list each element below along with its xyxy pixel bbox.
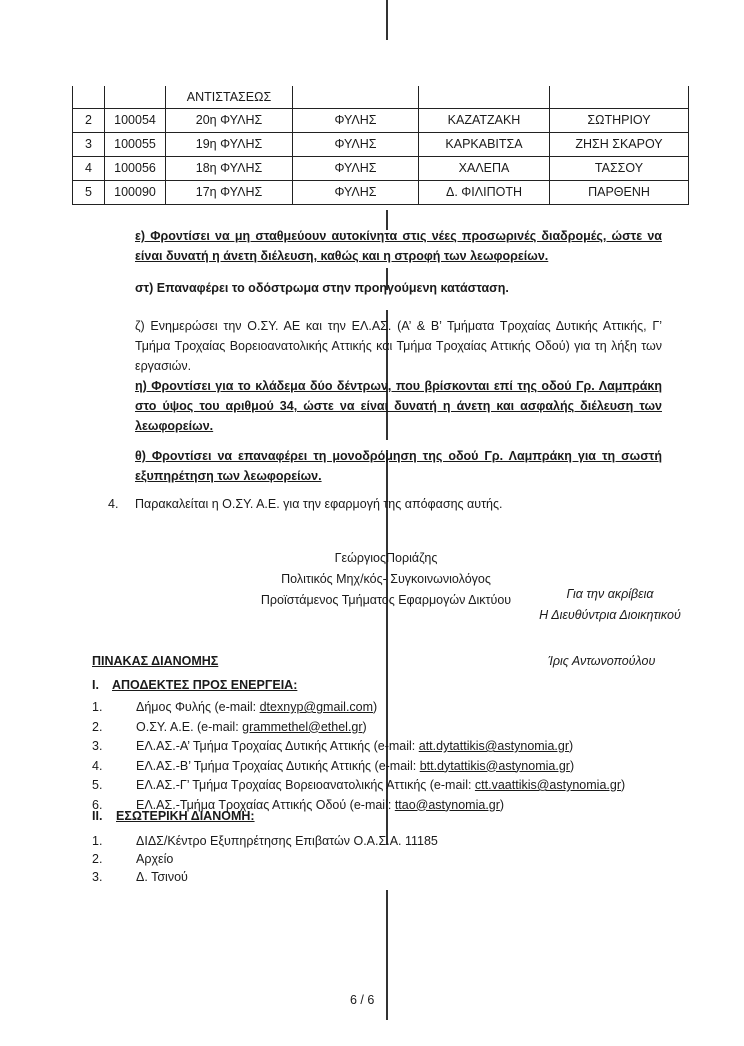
page-number: 6 / 6 <box>350 993 375 1007</box>
point-4-text: Παρακαλείται η Ο.ΣΥ. Α.Ε. για την εφαρμογή της απόφασης αυτής. <box>135 497 503 511</box>
certify-name: Ίρις Αντωνοπούλου <box>548 654 656 668</box>
recipient-label: ΕΛ.ΑΣ.-Β’ Τμήμα Τροχαίας Δυτικής Αττικής (e-mail: <box>136 758 420 773</box>
table-cell: ΤΑΣΣΟΥ <box>550 157 689 181</box>
list-item <box>136 759 574 773</box>
table-cell: 100056 <box>105 157 166 181</box>
item-z: ζ) Ενημερώσει την Ο.ΣΥ. ΑΕ και την ΕΛ.ΑΣ. (Α’ & Β’ Τμήματα Τροχαίας Δυτικής Αττικής, Γ’ Τμήμα Τροχαίας Βορειοανατολικής Αττικής και Τμήμα Τροχαίας Αττικής Οδού) για τη λήξη των εργασιών. <box>135 319 662 373</box>
certify-line2: Η Διευθύντρια Διοικητικού <box>539 608 681 622</box>
table-row <box>73 181 689 205</box>
recipient-label: ΕΛ.ΑΣ.-Γ’ Τμήμα Τροχαίας Βορειοανατολικής Αττικής (e-mail: <box>136 778 475 792</box>
table-cell: 17η ΦΥΛΗΣ <box>166 181 293 205</box>
certify-block <box>520 584 700 626</box>
list-item <box>136 720 367 734</box>
list-item: Αρχείο <box>136 852 174 866</box>
table-cell: ΠΑΡΘΕΝΗ <box>550 181 689 205</box>
table-cell: 100054 <box>105 109 166 133</box>
section-1-number: I. <box>92 678 99 692</box>
table-cell: ΚΑΖΑΤΖΑΚΗ <box>419 109 550 133</box>
email-link[interactable]: btt.dytattikis@astynomia.gr <box>419 758 570 773</box>
list-item-number: 3. <box>92 739 103 753</box>
scan-line <box>386 890 388 1020</box>
list-item <box>136 778 625 792</box>
recipient-label: Ο.ΣΥ. Α.Ε. (e-mail: <box>136 719 243 734</box>
table-cell: ΖΗΣΗ ΣΚΑΡΟΥ <box>550 133 689 157</box>
table-cell: Δ. ΦΙΛΙΠΟΤΗ <box>419 181 550 205</box>
table-row <box>73 133 689 157</box>
scan-line <box>386 0 388 40</box>
list-item: Δ. Τσινού <box>136 870 188 884</box>
table-cell: ΦΥΛΗΣ <box>293 133 419 157</box>
list-item: ΔΙΔΣ/Κέντρο Εξυπηρέτησης Επιβατών Ο.Α.Σ.Α. 11185 <box>136 834 438 848</box>
recipient-label: ΕΛ.ΑΣ.-Τμήμα Τροχαίας Αττικής Οδού (e-mail: <box>136 797 395 812</box>
list-item-number: 6. <box>92 797 103 812</box>
item-i: η) Φροντίσει για το κλάδεμα δύο δέντρων, που βρίσκονται επί της οδού Γρ. Λαμπράκη στο ύψος του αριθμού 34, ώστε να είναι δυνατή η άνετη και ασφαλής διέλευση των λεωφορείων. <box>135 379 662 433</box>
list-item-number: 4. <box>92 758 103 773</box>
list-item-number: 2. <box>92 719 103 734</box>
list-item-number: 1. <box>92 834 103 848</box>
table-cell: ΑΝΤΙΣΤΑΣΕΩΣ <box>166 86 293 109</box>
table-row <box>73 109 689 133</box>
item-th: θ) Φροντίσει να επαναφέρει τη μονοδρόμηση της οδού Γρ. Λαμπράκη για τη σωστή εξυπηρέτηση των λεωφορείων. <box>135 449 662 483</box>
table-cell: 18η ΦΥΛΗΣ <box>166 157 293 181</box>
table-cell: ΦΥΛΗΣ <box>293 157 419 181</box>
email-link[interactable]: att.dytattikis@astynomia.gr <box>418 739 569 753</box>
table-cell: 100090 <box>105 181 166 205</box>
table-row <box>73 157 689 181</box>
list-item-number: 1. <box>92 700 103 714</box>
table-cell: 4 <box>73 157 105 181</box>
table-cell: ΦΥΛΗΣ <box>293 181 419 205</box>
signature-block <box>236 548 536 611</box>
list-item-number: 5. <box>92 778 103 792</box>
bus-stops-table <box>72 86 689 205</box>
distribution-title: ΠΙΝΑΚΑΣ ΔΙΑΝΟΜΗΣ <box>92 654 219 668</box>
list-item-number: 2. <box>92 852 103 866</box>
recipient-end: ) <box>621 778 626 792</box>
table-cell: ΣΩΤΗΡΙΟΥ <box>550 109 689 133</box>
table-cell: 3 <box>73 133 105 157</box>
table-cell: 100055 <box>105 133 166 157</box>
table-cell: 2 <box>73 109 105 133</box>
signer-title: Πολιτικός Μηχ/κός- Συγκοινωνιολόγος <box>281 572 491 586</box>
recipient-label: ΕΛ.ΑΣ.-Α’ Τμήμα Τροχαίας Δυτικής Αττικής (e-mail: <box>136 739 419 753</box>
section-2-number: II. <box>92 809 103 823</box>
list-item-number: 3. <box>92 870 103 884</box>
table-row <box>73 86 689 109</box>
recipient-end: ) <box>362 719 367 734</box>
table-cell: 20η ΦΥΛΗΣ <box>166 109 293 133</box>
email-link[interactable]: ctt.vaattikis@astynomia.gr <box>474 778 621 792</box>
item-e: ε) Φροντίσει να μη σταθμεύουν αυτοκίνητα στις νέες προσωρινές διαδρομές, ώστε να είναι δυνατή η άνετη διέλευση, καθώς και η στροφή των λεωφορείων. <box>135 229 662 263</box>
signer-name: ΓεώργιοςΠοριάζης <box>334 551 438 565</box>
recipient-label: Δήμος Φυλής (e-mail: <box>136 700 260 714</box>
signer-role: Προϊστάμενος Τμήματος Εφαρμογών Δικτύου <box>260 593 512 607</box>
list-item <box>136 739 573 753</box>
email-link[interactable]: dtexnyp@gmail.com <box>259 700 374 714</box>
recipient-end: ) <box>499 797 505 812</box>
table-cell: ΚΑΡΚΑΒΙΤΣΑ <box>419 133 550 157</box>
certify-line1: Για την ακρίβεια <box>566 587 654 601</box>
recipient-end: ) <box>373 700 378 714</box>
list-item <box>136 700 377 714</box>
table-cell: 5 <box>73 181 105 205</box>
email-link[interactable]: grammethel@ethel.gr <box>242 719 363 734</box>
point-4-number: 4. <box>108 497 119 511</box>
recipient-end: ) <box>569 758 575 773</box>
item-st: στ) Επαναφέρει το οδόστρωμα στην προηγούμενη κατάσταση. <box>135 281 509 295</box>
recipient-end: ) <box>569 739 574 753</box>
table-cell: 19η ΦΥΛΗΣ <box>166 133 293 157</box>
table-cell: ΧΑΛΕΠΑ <box>419 157 550 181</box>
email-link[interactable]: ttao@astynomia.gr <box>394 797 500 812</box>
table-cell: ΦΥΛΗΣ <box>293 109 419 133</box>
section-2-title: ΕΣΩΤΕΡΙΚΗ ΔΙΑΝΟΜΗ: <box>116 809 255 823</box>
section-1-title: ΑΠΟΔΕΚΤΕΣ ΠΡΟΣ ΕΝΕΡΓΕΙΑ: <box>112 678 298 692</box>
